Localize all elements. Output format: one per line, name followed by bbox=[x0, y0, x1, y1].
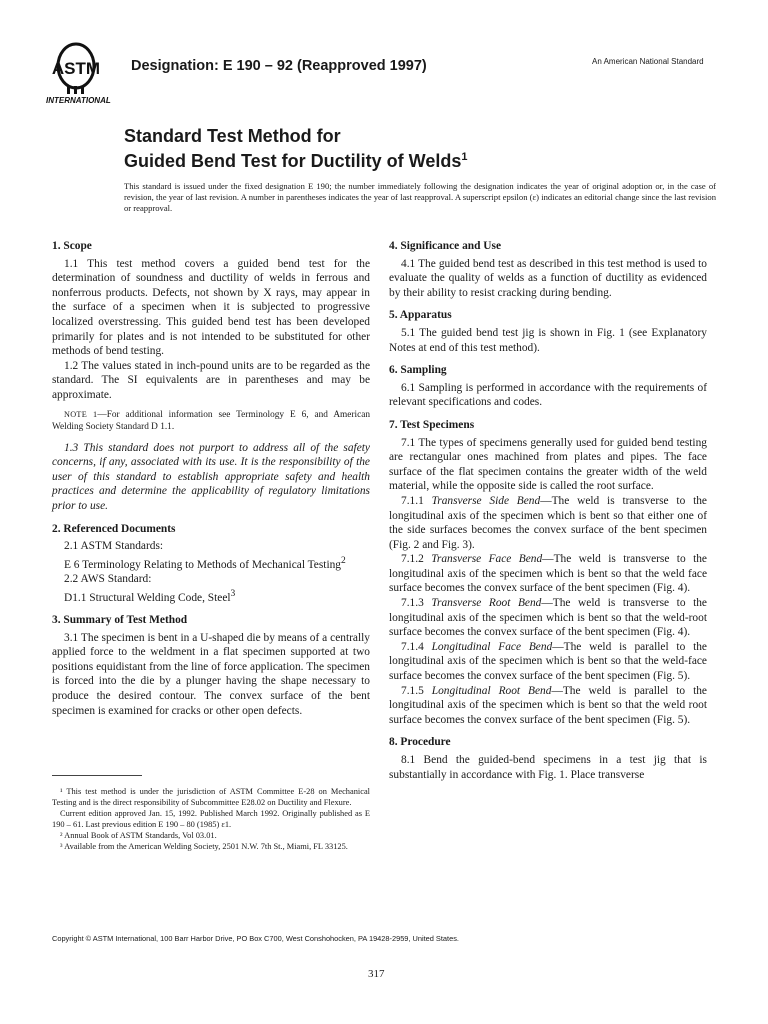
section-sampling bbox=[389, 363, 707, 410]
paragraph: 8.1 Bend the guided-bend specimens in a test jig that is substantially in accordance with Fig. 1. Place transverse bbox=[389, 754, 707, 781]
title-line-2: Guided Bend Test for Ductility of Welds$^1$ bbox=[124, 151, 468, 171]
section-test-specimens bbox=[389, 418, 707, 727]
section-heading: 8. Procedure bbox=[389, 736, 451, 749]
left-column bbox=[52, 239, 370, 726]
section-procedure bbox=[389, 735, 707, 782]
paragraph-7-1-4: 7.1.4 Longitudinal Face Bend—The weld is parallel to the longitudinal axis of the specimen which is bent so that the weld-face surface becomes the convex surface of the bent specimen (Fig. 5). bbox=[389, 640, 707, 683]
page-number: 317 bbox=[368, 968, 385, 980]
footnote-divider bbox=[52, 775, 142, 776]
preamble: This standard is issued under the fixed designation E 190; the number immediately following the designation indicates the year of original adoption or, in the case of revision, the year of last revision. A number in parentheses indicates the year of last reapproval. A superscript epsilon (ε) indicates an editorial change since the last revision or reapproval. bbox=[124, 181, 716, 214]
footnote-1: ¹ This test method is under the jurisdiction of ASTM Committee E-28 on Mechanical Testing and is the direct responsibility of Subcommittee E28.02 on Ductility and Flexure. bbox=[52, 787, 370, 807]
ref-subheading: 2.2 AWS Standard: bbox=[64, 573, 152, 586]
paragraph: 5.1 The guided bend test jig is shown in Fig. 1 (see Explanatory Notes at end of this test method). bbox=[389, 326, 707, 354]
ref-subheading: 2.1 ASTM Standards: bbox=[64, 540, 164, 553]
astm-logo bbox=[44, 40, 120, 106]
paragraph: 7.1 The types of specimens generally used for guided bend testing are rectangular ones machined from plates and pipes. The face surface of the flat specimen contains the greater width of the weld material, while the opposite side is called the root surface. bbox=[389, 436, 707, 493]
title-line-1: Standard Test Method for bbox=[124, 126, 341, 146]
section-heading: 5. Apparatus bbox=[389, 309, 452, 322]
paragraph: 4.1 The guided bend test as described in this test method is used to evaluate the quality of welds as a function of ductility as evidenced by their ability to resist cracking during bending. bbox=[389, 257, 707, 299]
section-scope bbox=[52, 239, 370, 514]
national-standard-label: An American National Standard bbox=[592, 57, 704, 66]
astm-logo-icon bbox=[44, 40, 120, 106]
ref-entry-d11: D1.1 Structural Welding Code, Steel$^3$ bbox=[64, 588, 236, 604]
footnote-3: ³ Available from the American Welding Society, 2501 N.W. 7th St., Miami, FL 33125. bbox=[60, 841, 348, 851]
copyright-notice: Copyright © ASTM International, 100 Barr Harbor Drive, PO Box C700, West Conshohocken, PA 19428-2959, United States. bbox=[52, 934, 459, 943]
section-referenced-documents bbox=[52, 522, 370, 606]
section-heading: 6. Sampling bbox=[389, 364, 447, 377]
title-footnote-mark: 1 bbox=[461, 151, 468, 163]
footnotes bbox=[52, 787, 370, 852]
paragraph-7-1-1: 7.1.1 Transverse Side Bend—The weld is transverse to the longitudinal axis of the specimen which is bent so that either one of the side surfaces becomes the convex surface of the bent specimen (Fig. 2 and Fig. 3). bbox=[389, 494, 707, 551]
logo-subtext: INTERNATIONAL bbox=[46, 96, 111, 105]
paragraph-7-1-5: 7.1.5 Longitudinal Root Bend—The weld is parallel to the longitudinal axis of the specimen which is bent so that the weld root surface becomes the convex surface of the bent specimen (Fig. 5). bbox=[389, 684, 707, 726]
section-apparatus bbox=[389, 308, 707, 355]
note-1: NOTE 1—For additional information see Terminology E 6, and American Welding Society Standard D 1.1. bbox=[52, 409, 370, 432]
safety-paragraph: 1.3 This standard does not purport to address all of the safety concerns, if any, associated with its use. It is the responsibility of the user of this standard to establish appropriate safety and health practices and determine the applicability of regulatory limitations prior to use. bbox=[52, 441, 370, 512]
logo-text: ASTM bbox=[51, 59, 101, 78]
right-column bbox=[389, 239, 707, 790]
section-heading: 1. Scope bbox=[52, 240, 92, 252]
section-heading: 3. Summary of Test Method bbox=[52, 614, 188, 627]
ref-entry-e6: E 6 Terminology Relating to Methods of Mechanical Testing$^2$ bbox=[64, 555, 346, 571]
section-heading: 2. Referenced Documents bbox=[52, 522, 176, 535]
paragraph: 1.1 This test method covers a guided bend test for the determination of soundness and ductility of welds in ferrous and nonferrous products. Defects, not shown by X rays, may appear in the surface of a specimen when it is subjected to progressive localized overstressing. This guided bend test has been developed primarily for plates and is not intended to be substituted for other methods of bend testing. bbox=[52, 257, 370, 358]
section-heading: 7. Test Specimens bbox=[389, 418, 475, 431]
footnote-1b: Current edition approved Jan. 15, 1992. Published March 1992. Originally published as E 190 – 61. Last previous edition E 190 – 80 (1985) ε1. bbox=[52, 808, 370, 829]
paragraph-7-1-2: 7.1.2 Transverse Face Bend—The weld is transverse to the longitudinal axis of the specimen which is bent so that the weld face surface becomes the convex surface of the bent specimen (Fig. 4). bbox=[389, 553, 707, 595]
section-heading: 4. Significance and Use bbox=[389, 240, 502, 252]
footnote-2: ² Annual Book of ASTM Standards, Vol 03.01. bbox=[60, 830, 217, 840]
paragraph: 6.1 Sampling is performed in accordance with the requirements of relevant specifications and codes. bbox=[389, 381, 707, 409]
designation: Designation: E 190 – 92 (Reapproved 1997) bbox=[131, 58, 427, 74]
document-title bbox=[124, 126, 467, 172]
paragraph: 3.1 The specimen is bent in a U-shaped die by means of a centrally applied force to the weldment in a flat specimen supported at two positions equidistant from the line of force application. The specimen is forced into the die by a plunger having the shape necessary to produce the desired contour. The convex surface of the bent specimen is examined for cracks or other open defects. bbox=[52, 631, 370, 717]
paragraph-7-1-3: 7.1.3 Transverse Root Bend—The weld is transverse to the longitudinal axis of the specimen which is bent so that the weld-root surface becomes the convex surface of the bent specimen (Fig. 4). bbox=[389, 597, 707, 639]
section-summary bbox=[52, 613, 370, 718]
paragraph: 1.2 The values stated in inch-pound units are to be regarded as the standard. The SI equivalents are in parentheses and may be approximate. bbox=[52, 359, 370, 401]
section-significance bbox=[389, 239, 707, 300]
